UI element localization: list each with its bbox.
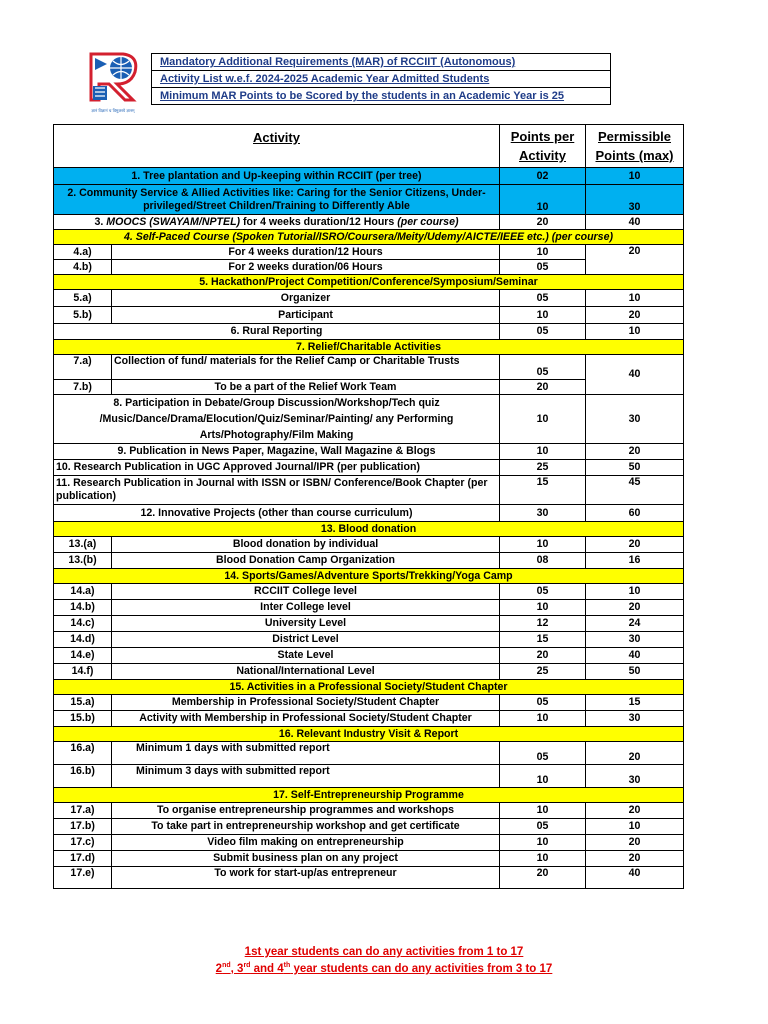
item-number: 14.e) xyxy=(54,648,112,664)
section-row xyxy=(54,680,684,695)
section-heading: 14. Sports/Games/Adventure Sports/Trekking/Yoga Camp xyxy=(54,569,684,584)
section-row xyxy=(54,788,684,803)
activity-cell: 8. Participation in Debate/Group Discussion/Workshop/Tech quiz /Music/Dance/Drama/Elocution/Quiz/Seminar/Painting/ any Performing Arts/Photography/Film Making xyxy=(54,395,500,444)
points-cell: 10 xyxy=(500,245,586,260)
table-row xyxy=(54,324,684,340)
points-cell: 30 xyxy=(500,505,586,522)
points-cell: 20 xyxy=(500,380,586,395)
points-cell: 20 xyxy=(500,648,586,664)
item-number: 17.b) xyxy=(54,819,112,835)
col-max-header: Permissible Points (max) xyxy=(586,125,684,168)
activity-cell: Minimum 1 days with submitted report xyxy=(112,742,500,765)
max-cell: 20 xyxy=(586,851,684,867)
max-cell: 30 xyxy=(586,185,684,215)
max-cell: 50 xyxy=(586,460,684,476)
item-number: 7.b) xyxy=(54,380,112,395)
max-cell: 24 xyxy=(586,616,684,632)
points-cell: 05 xyxy=(500,584,586,600)
section-row xyxy=(54,522,684,537)
item-number: 17.a) xyxy=(54,803,112,819)
max-cell: 20 xyxy=(586,444,684,460)
max-cell: 40 xyxy=(586,867,684,889)
item-number: 15.b) xyxy=(54,711,112,727)
table-row xyxy=(54,355,684,380)
points-cell: 10 xyxy=(500,307,586,324)
table-header-row xyxy=(54,125,684,168)
activity-cell: National/International Level xyxy=(112,664,500,680)
activity-cell: 10. Research Publication in UGC Approved Journal/IPR (per publication) xyxy=(54,460,500,476)
rcciit-logo xyxy=(83,50,143,116)
points-cell: 20 xyxy=(500,215,586,230)
activity-cell: For 2 weeks duration/06 Hours xyxy=(112,260,500,275)
activity-cell: Submit business plan on any project xyxy=(112,851,500,867)
activity-cell: Video film making on entrepreneurship xyxy=(112,835,500,851)
section-row xyxy=(54,727,684,742)
max-cell: 10 xyxy=(586,819,684,835)
points-cell: 12 xyxy=(500,616,586,632)
item-number: 14.f) xyxy=(54,664,112,680)
max-cell: 20 xyxy=(586,742,684,765)
table-row xyxy=(54,395,684,444)
table-row xyxy=(54,867,684,889)
points-cell: 05 xyxy=(500,324,586,340)
item-number: 14.d) xyxy=(54,632,112,648)
table-row xyxy=(54,851,684,867)
table-row xyxy=(54,616,684,632)
activity-cell: University Level xyxy=(112,616,500,632)
points-cell: 02 xyxy=(500,168,586,185)
max-cell: 40 xyxy=(586,648,684,664)
header-activity-list: Activity List w.e.f. 2024-2025 Academic Year Admitted Students xyxy=(152,71,610,88)
max-cell: 40 xyxy=(586,355,684,395)
points-cell: 05 xyxy=(500,355,586,380)
max-cell: 40 xyxy=(586,215,684,230)
item-number: 14.b) xyxy=(54,600,112,616)
max-cell: 10 xyxy=(586,324,684,340)
points-cell: 10 xyxy=(500,765,586,788)
points-cell: 10 xyxy=(500,537,586,553)
table-row xyxy=(54,632,684,648)
item-number: 14.a) xyxy=(54,584,112,600)
activity-cell: Membership in Professional Society/Student Chapter xyxy=(112,695,500,711)
points-cell: 05 xyxy=(500,260,586,275)
header-box xyxy=(151,53,611,105)
note-first-year: 1st year students can do any activities from 1 to 17 xyxy=(244,946,524,958)
table-row xyxy=(54,245,684,260)
item-number: 17.c) xyxy=(54,835,112,851)
max-cell: 15 xyxy=(586,695,684,711)
activity-cell: Participant xyxy=(112,307,500,324)
activity-cell: Blood donation by individual xyxy=(112,537,500,553)
section-heading: 16. Relevant Industry Visit & Report xyxy=(54,727,684,742)
max-cell: 20 xyxy=(586,307,684,324)
activity-cell: Minimum 3 days with submitted report xyxy=(112,765,500,788)
section-row xyxy=(54,569,684,584)
item-number: 15.a) xyxy=(54,695,112,711)
max-cell: 10 xyxy=(586,168,684,185)
max-cell: 20 xyxy=(586,537,684,553)
activity-cell: Blood Donation Camp Organization xyxy=(112,553,500,569)
item-number: 4.b) xyxy=(54,260,112,275)
points-cell: 05 xyxy=(500,290,586,307)
note-other-years: 2nd, 3rd and 4th year students can do any activities from 3 to 17 xyxy=(215,962,553,975)
header-min-points: Minimum MAR Points to be Scored by the students in an Academic Year is 25 xyxy=(160,90,565,102)
table-row xyxy=(54,742,684,765)
item-number: 17.d) xyxy=(54,851,112,867)
section-row xyxy=(54,340,684,355)
points-cell: 05 xyxy=(500,695,586,711)
max-cell: 60 xyxy=(586,505,684,522)
points-cell: 05 xyxy=(500,819,586,835)
points-cell: 15 xyxy=(500,476,586,505)
activity-cell: 11. Research Publication in Journal with ISSN or ISBN/ Conference/Book Chapter (per publication) xyxy=(54,476,500,505)
item-number: 17.e) xyxy=(54,867,112,889)
col-points-header: Points per Activity xyxy=(500,125,586,168)
table-row xyxy=(54,664,684,680)
item-number: 5.b) xyxy=(54,307,112,324)
col-activity-header: Activity xyxy=(54,125,500,168)
max-cell: 20 xyxy=(586,245,684,275)
section-row xyxy=(54,230,684,245)
activity-cell: To be a part of the Relief Work Team xyxy=(112,380,500,395)
logo-caption: ज्ञानं विज्ञानं च विमुक्तये ज्ञानम् xyxy=(91,108,135,113)
activity-cell: To take part in entrepreneurship workshop and get certificate xyxy=(112,819,500,835)
table-row xyxy=(54,648,684,664)
points-cell: 10 xyxy=(500,395,586,444)
table-row xyxy=(54,835,684,851)
activity-cell: Organizer xyxy=(112,290,500,307)
activity-cell: 9. Publication in News Paper, Magazine, Wall Magazine & Blogs xyxy=(54,444,500,460)
activity-cell: Inter College level xyxy=(112,600,500,616)
max-cell: 30 xyxy=(586,711,684,727)
points-cell: 10 xyxy=(500,803,586,819)
table-row xyxy=(54,584,684,600)
table-row xyxy=(54,711,684,727)
table-row xyxy=(54,168,684,185)
points-cell: 10 xyxy=(500,711,586,727)
item-number: 14.c) xyxy=(54,616,112,632)
table-row xyxy=(54,819,684,835)
points-cell: 10 xyxy=(500,835,586,851)
points-cell: 10 xyxy=(500,851,586,867)
points-cell: 05 xyxy=(500,742,586,765)
table-row xyxy=(54,476,684,505)
item-number: 7.a) xyxy=(54,355,112,380)
max-cell: 30 xyxy=(586,395,684,444)
activity-cell: 2. Community Service & Allied Activities like: Caring for the Senior Citizens, Under-privileged/Street Children/Training to Differently Able xyxy=(54,185,500,215)
item-number: 16.b) xyxy=(54,765,112,788)
activity-cell: District Level xyxy=(112,632,500,648)
table-row xyxy=(54,215,684,230)
table-row xyxy=(54,553,684,569)
table-row xyxy=(54,505,684,522)
activity-cell: 12. Innovative Projects (other than course curriculum) xyxy=(54,505,500,522)
max-cell: 20 xyxy=(586,600,684,616)
logo-mark-icon xyxy=(87,52,136,102)
activity-cell: Activity with Membership in Professional Society/Student Chapter xyxy=(112,711,500,727)
item-number: 4.a) xyxy=(54,245,112,260)
max-cell: 10 xyxy=(586,290,684,307)
item-number: 16.a) xyxy=(54,742,112,765)
table-row xyxy=(54,765,684,788)
table-row xyxy=(54,460,684,476)
table-row xyxy=(54,444,684,460)
section-heading: 4. Self-Paced Course (Spoken Tutorial/ISRO/Coursera/Meity/Udemy/AICTE/IEEE etc.) (per course) xyxy=(54,230,684,245)
points-cell: 10 xyxy=(500,444,586,460)
table-row xyxy=(54,695,684,711)
activity-cell: State Level xyxy=(112,648,500,664)
points-cell: 25 xyxy=(500,664,586,680)
activity-cell: 3. MOOCS (SWAYAM/NPTEL) for 4 weeks duration/12 Hours (per course) xyxy=(54,215,500,230)
points-cell: 10 xyxy=(500,185,586,215)
max-cell: 20 xyxy=(586,835,684,851)
item-number: 5.a) xyxy=(54,290,112,307)
activity-cell: To organise entrepreneurship programmes and workshops xyxy=(112,803,500,819)
activity-cell: 6. Rural Reporting xyxy=(54,324,500,340)
max-cell: 45 xyxy=(586,476,684,505)
table-row xyxy=(54,185,684,215)
section-heading: 15. Activities in a Professional Society/Student Chapter xyxy=(54,680,684,695)
max-cell: 10 xyxy=(586,584,684,600)
table-row xyxy=(54,803,684,819)
mar-activity-table xyxy=(53,124,684,889)
points-cell: 25 xyxy=(500,460,586,476)
max-cell: 16 xyxy=(586,553,684,569)
activity-cell: Collection of fund/ materials for the Relief Camp or Charitable Trusts xyxy=(112,355,500,380)
activity-cell: RCCIIT College level xyxy=(112,584,500,600)
item-number: 13.(a) xyxy=(54,537,112,553)
points-cell: 15 xyxy=(500,632,586,648)
table-row xyxy=(54,537,684,553)
section-heading: 7. Relief/Charitable Activities xyxy=(54,340,684,355)
item-number: 13.(b) xyxy=(54,553,112,569)
max-cell: 50 xyxy=(586,664,684,680)
max-cell: 30 xyxy=(586,632,684,648)
section-heading: 17. Self-Entrepreneurship Programme xyxy=(54,788,684,803)
activity-cell: To work for start-up/as entrepreneur xyxy=(112,867,500,889)
section-heading: 13. Blood donation xyxy=(54,522,684,537)
section-row xyxy=(54,275,684,290)
max-cell: 20 xyxy=(586,803,684,819)
table-row xyxy=(54,307,684,324)
points-cell: 10 xyxy=(500,600,586,616)
points-cell: 08 xyxy=(500,553,586,569)
activity-cell: 1. Tree plantation and Up-keeping within RCCIIT (per tree) xyxy=(54,168,500,185)
table-row xyxy=(54,290,684,307)
max-cell: 30 xyxy=(586,765,684,788)
header-title: Mandatory Additional Requirements (MAR) of RCCIIT (Autonomous) xyxy=(152,54,610,71)
section-heading: 5. Hackathon/Project Competition/Conference/Symposium/Seminar xyxy=(54,275,684,290)
table-row xyxy=(54,600,684,616)
points-cell: 20 xyxy=(500,867,586,889)
activity-cell: For 4 weeks duration/12 Hours xyxy=(112,245,500,260)
